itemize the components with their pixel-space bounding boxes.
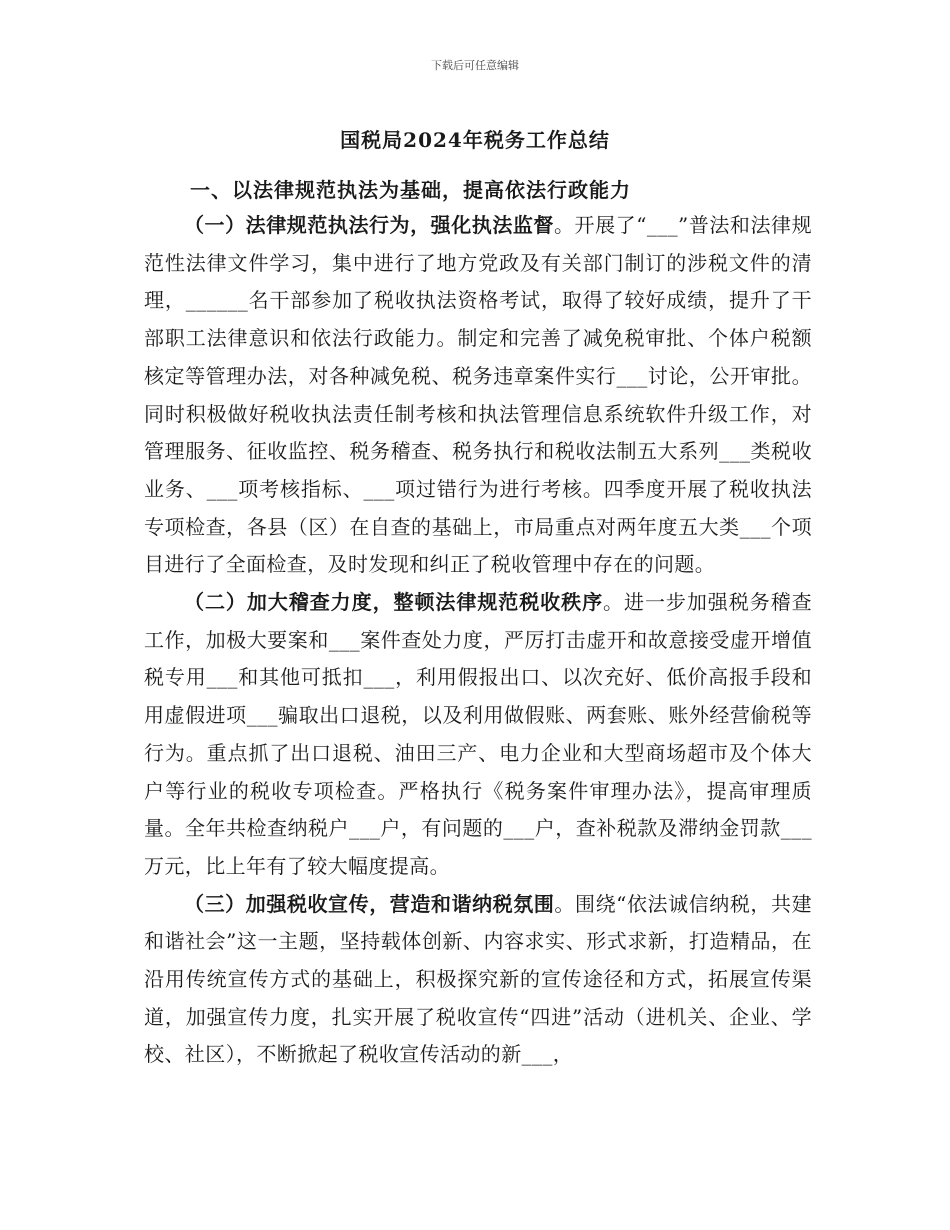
header-note: 下载后可任意编辑 [431, 59, 519, 72]
paragraph-3-lead: （三）加强税收宣传，营造和谐纳税氛围 [184, 891, 555, 916]
paragraph-2 [144, 584, 812, 886]
paragraph-1-lead: （一）法律规范执法行为，强化执法监督 [184, 213, 554, 237]
paragraph-1 [144, 207, 812, 584]
section-heading: 一、以法律规范执法为基础，提高依法行政能力 [190, 178, 631, 202]
paragraph-2-lead: （二）加大稽查力度，整顿法律规范税收秩序 [184, 590, 604, 615]
document-title: 国税局2024年税务工作总结 [340, 128, 610, 152]
paragraph-3 [144, 886, 812, 1075]
paragraph-1-text: 。开展了“___”普法和法律规范性法律文件学习，集中进行了地方党政及有关部门制订的涉税文件的清理，______名干部参加了税收执法资格考试，取得了较好成绩，提升了干部职工法律意识和依法行政能力。制定和完善了减免税审批、个体户税额核定等管理办法，对各种减免税、税务违章案件实行___讨论，公开审批。同时积极做好税收执法责任制考核和执法管理信息系统软件升级工作，对管理服务、征收监控、税务稽查、税务执行和税收法制五大系列___类税收业务、___项考核指标、___项过错行为进行考核。四季度开展了税收执法专项检查，各县（区）在自查的基础上，市局重点对两年度五大类___个项目进行了全面检查，及时发现和纠正了税收管理中存在的问题。 [144, 213, 813, 577]
paragraph-2-text: 。进一步加强税务稽查工作，加极大要案和___案件查处力度，严厉打击虚开和故意接受虚开增值税专用___和其他可抵扣___，利用假报出口、以次充好、低价高报手段和用虚假进项___骗取出口退税，以及利用做假账、两套账、账外经营偷税等行为。重点抓了出口退税、油田三产、电力企业和大型商场超市及个体大户等行业的税收专项检查。严格执行《税务案件审理办法》，提高审理质量。全年共检查纳税户___户，有问题的___户，查补税款及滞纳金罚款___万元，比上年有了较大幅度提高。 [144, 590, 813, 878]
body-text [144, 207, 812, 1074]
paragraph-3-text: 。围绕“依法诚信纳税，共建和谐社会”这一主题，坚持载体创新、内容求实、形式求新，打造精品，在沿用传统宣传方式的基础上，积极探究新的宣传途径和方式，拓展宣传渠道，加强宣传力度，扎实开展了税收宣传“四进”活动（进机关、企业、学校、社区），不断掀起了税收宣传活动的新___， [144, 891, 812, 1067]
